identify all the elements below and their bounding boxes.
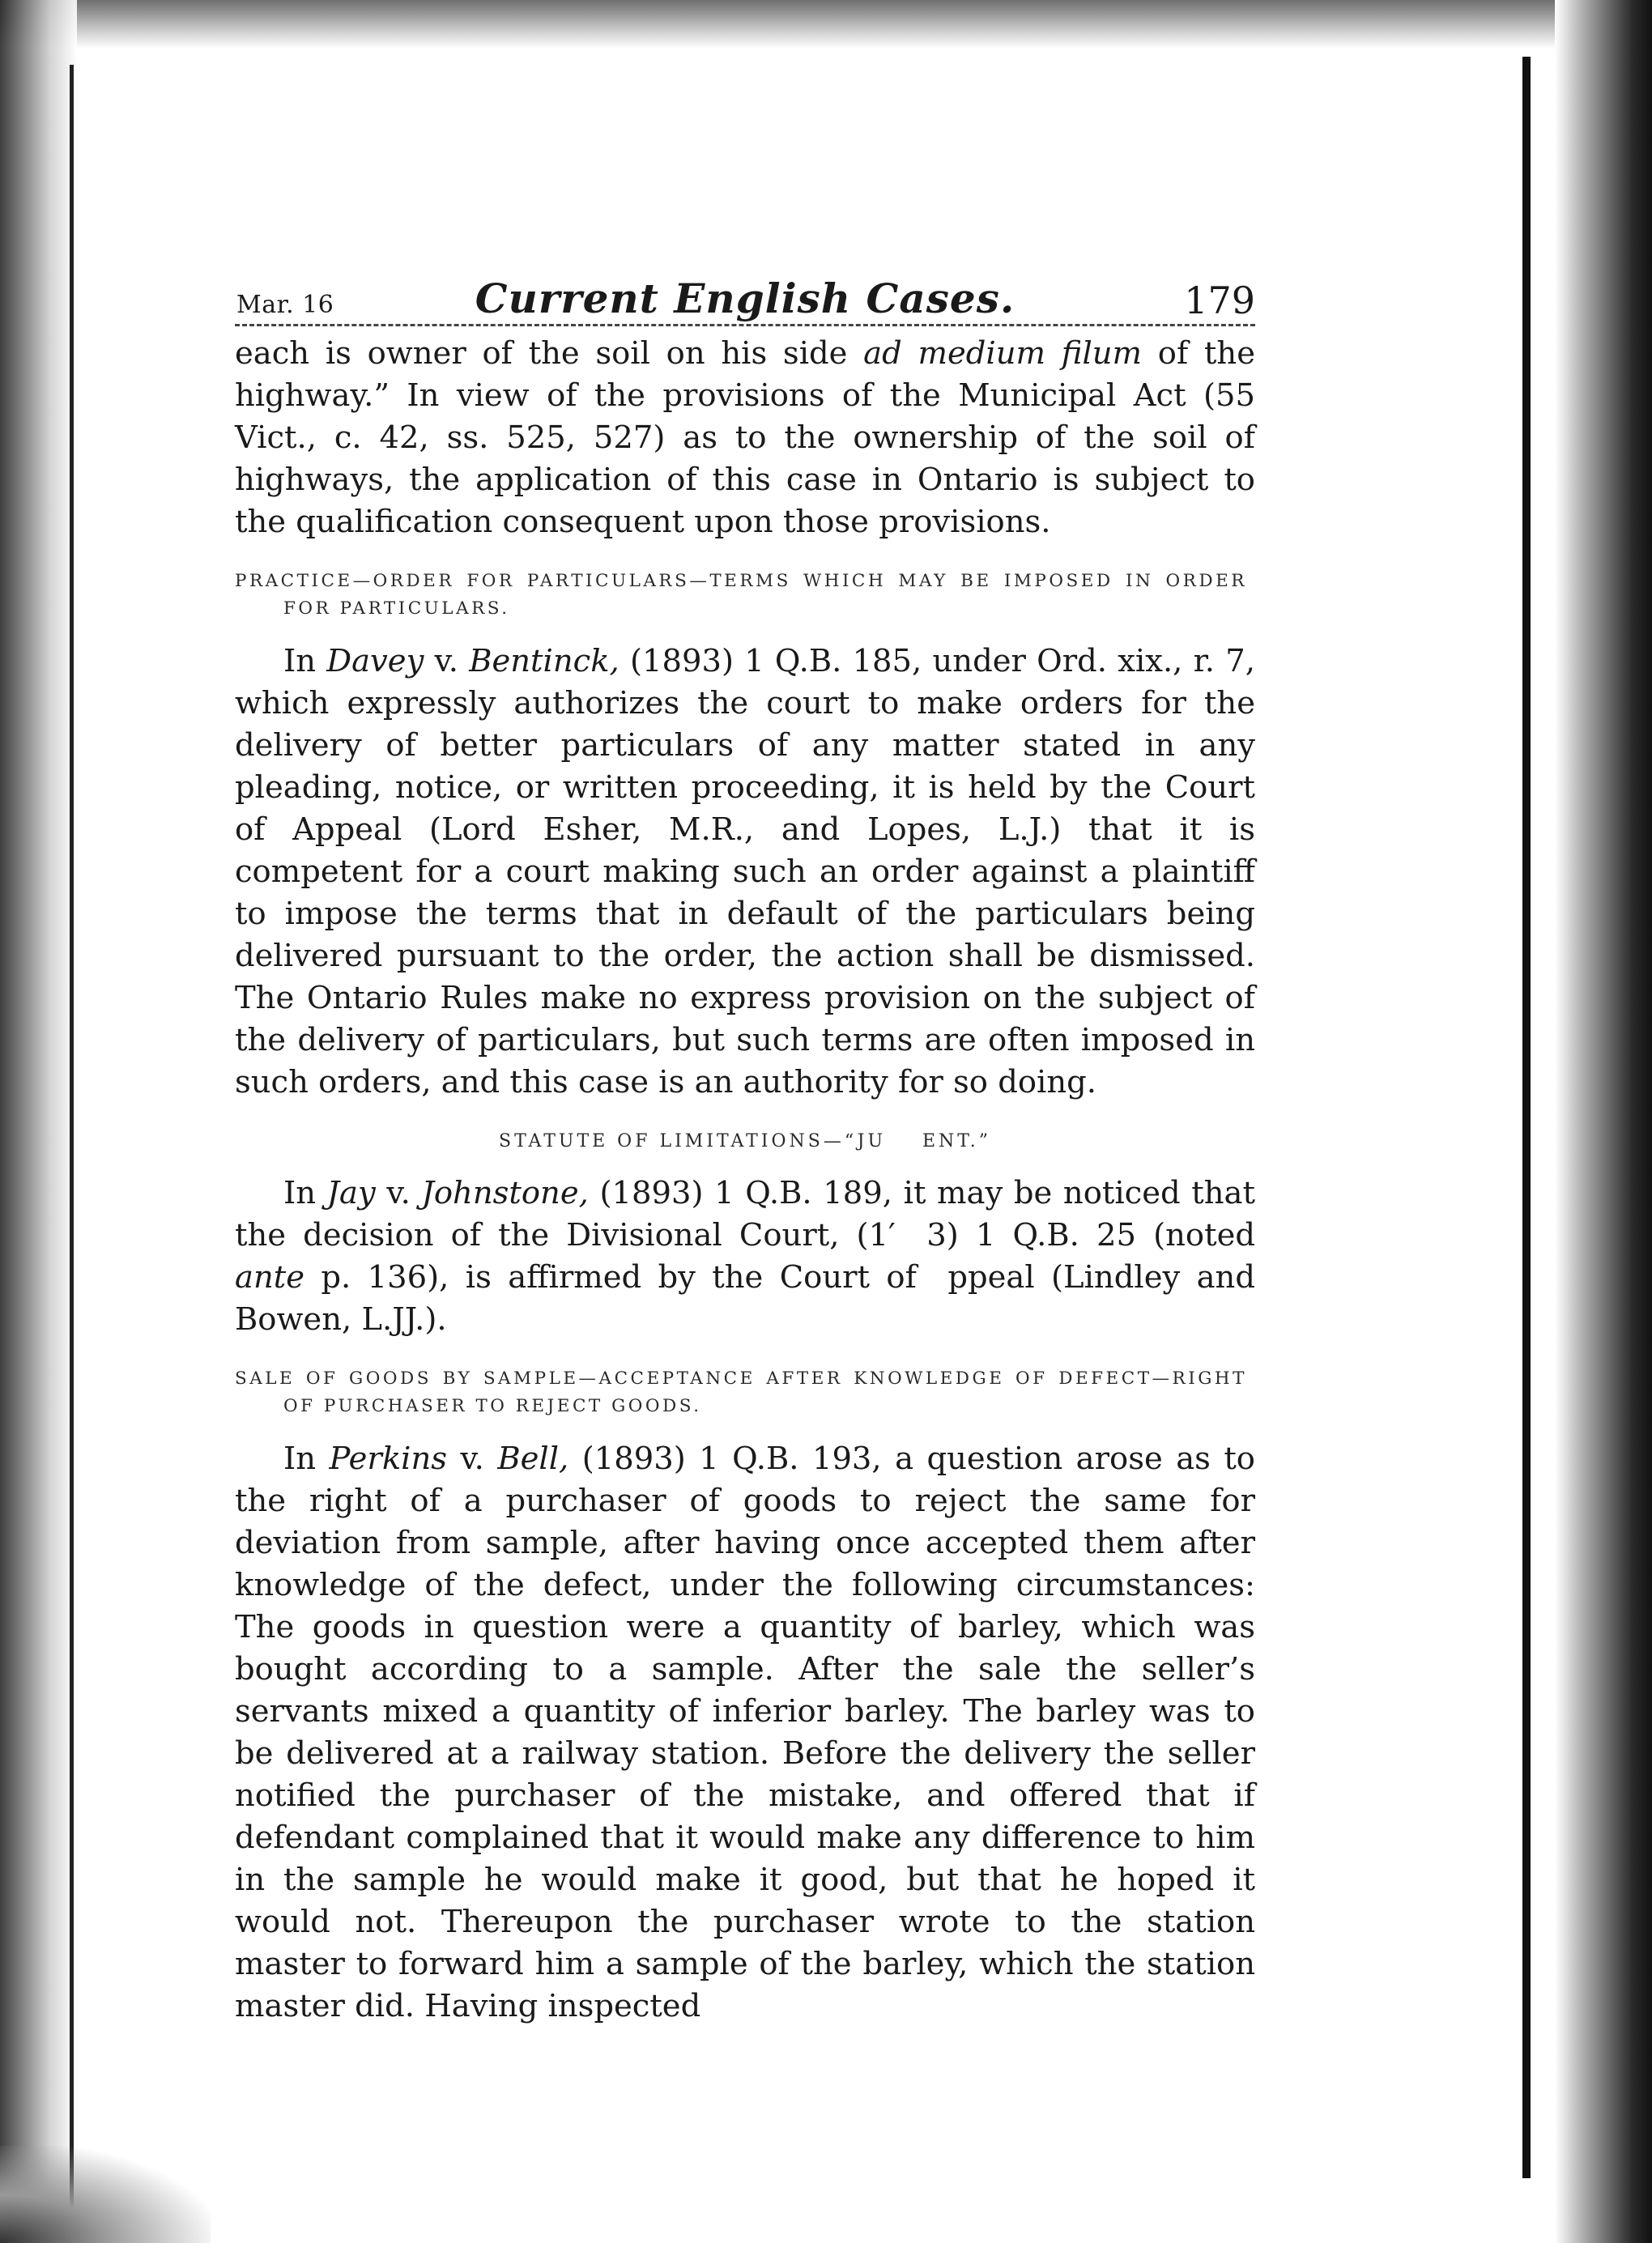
text-run: of the highway.” In view of the provisions of the Municipal Act (55 Vict., c. 42, ss. 525, 527) as to the ownership of the soil of highways, the application of this case in Ontario is subject to the qualification consequent upon those provisions. (235, 335, 1255, 540)
text-run: (1893) 1 Q.B. 185, under Ord. xix., r. 7, which expressly authorizes the court to make orders for the delivery of better particulars of any matter stated in any pleading, notice, or written proceeding, it is held by the Court of Appeal (Lord Esher, M.R., and Lopes, L.J.) that it is competent for a court making such an order against a plaintiff to impose the terms that in default of the particulars being delivered pursuant to the order, the action shall be dismissed. The Ontario Rules make no express provision on the subject of the delivery of particulars, but such terms are often imposed in such orders, and this case is an authority for so doing. (235, 643, 1255, 1100)
scan-shadow-right (1555, 0, 1652, 2243)
text-run: p. 136), is affirmed by the Court of ppeal (Lindley and Bowen, L.JJ.). (235, 1259, 1255, 1338)
paragraph-davey-bentinck (235, 641, 1255, 1104)
paragraph-perkins-bell (235, 1438, 1255, 2028)
header-title: Current English Cases. (475, 275, 1015, 322)
scan-shadow-corner (0, 2146, 211, 2243)
text-run: In (283, 1175, 327, 1211)
header-date: Mar. 16 (236, 291, 334, 319)
text-run: (1893) 1 Q.B. 193, a question arose as to the right of a purchaser of goods to reject the same for deviation from sample, after having once accepted them after knowledge of the defect, under the following circumstances: The goods in question were a quantity of barley, which was bought according to a sample. After the sale the seller’s servants mixed a quantity of inferior barley. The barley was to be delivered at a railway station. Before the delivery the seller notified the purchaser of the mistake, and offered that if defendant complained that it would make any difference to him in the sample he would make it good, but that he hoped it would not. Thereupon the purchaser wrote to the station master to forward him a sample of the barley, which the station master did. Having inspected (235, 1441, 1255, 2024)
text-run: (1893) 1 Q.B. 189, it may be noticed that the decision of the Divisional Court, (1′ 3) 1 Q.B. 25 (noted (235, 1175, 1255, 1253)
document-page (235, 259, 1255, 2028)
case-party: Jay (326, 1175, 376, 1211)
case-party: Johnstone, (421, 1175, 589, 1211)
scan-edge-right (1522, 57, 1531, 2178)
scan-shadow-left (0, 0, 77, 2243)
paragraph-jay-johnstone (235, 1173, 1255, 1341)
section-heading-practice: PRACTICE—ORDER FOR PARTICULARS—TERMS WHICH MAY BE IMPOSED IN ORDER FOR PARTICULARS. (235, 571, 1247, 619)
text-run: each is owner of the soil on his side (235, 335, 864, 372)
text-run: v. (424, 643, 470, 679)
section-heading-sale-of-goods: SALE OF GOODS BY SAMPLE—ACCEPTANCE AFTER KNOWLEDGE OF DEFECT—RIGHT OF PURCHASER TO REJECT GOODS. (235, 1368, 1247, 1416)
text-run: v. (375, 1175, 422, 1211)
latin-phrase: ad medium filum (863, 335, 1143, 372)
section-heading-limitations: STATUTE OF LIMITATIONS—“JU ENT.” (499, 1131, 991, 1151)
case-party: Bentinck, (469, 643, 620, 679)
page-number: 179 (1184, 279, 1255, 322)
scan-shadow-top (0, 0, 1652, 49)
running-head (235, 259, 1255, 326)
case-party: Bell, (497, 1441, 569, 1477)
case-party: Perkins (329, 1441, 448, 1477)
paragraph-highway (235, 333, 1255, 543)
text-run: In (283, 1441, 330, 1477)
text-run: In (283, 643, 327, 679)
scan-edge-left (70, 65, 74, 2211)
latin-word: ante (235, 1259, 305, 1296)
case-party: Davey (326, 643, 424, 679)
text-run: v. (447, 1441, 498, 1477)
